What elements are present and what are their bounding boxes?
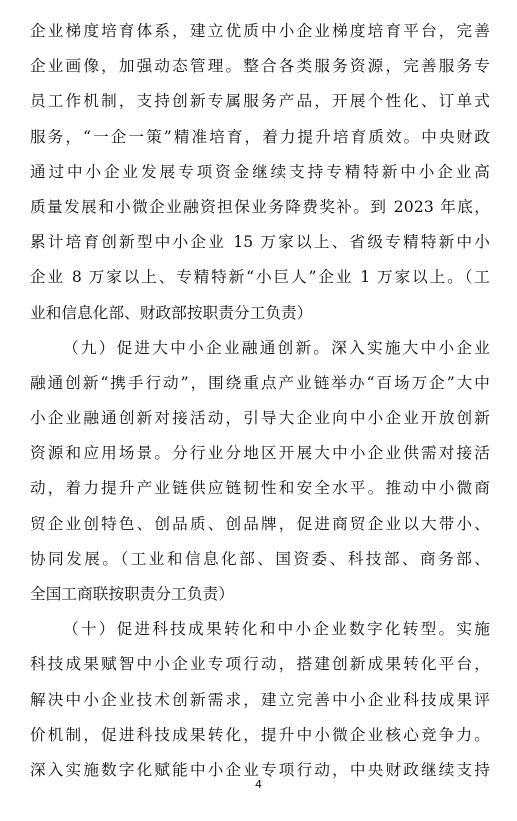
text-line: 服务，“一企一策”精准培育，着力提升培育质效。中央财政 bbox=[30, 127, 490, 146]
text-line: 资源和应用场景。分行业分地区开展大中小企业供需对接活 bbox=[30, 444, 490, 463]
text-line: 融通创新“携手行动”，围绕重点产业链举办“百场万企”大中 bbox=[30, 373, 490, 392]
text-line: 通过中小企业发展专项资金继续支持专精特新中小企业高 bbox=[30, 162, 490, 181]
text-line: 企业 8 万家以上、专精特新“小巨人”企业 1 万家以上。（工 bbox=[30, 268, 490, 287]
text-line: 员工作机制，支持创新专属服务产品，开展个性化、订单式 bbox=[30, 92, 490, 111]
text-line: 深入实施数字化赋能中小企业专项行动，中央财政继续支持 bbox=[30, 760, 490, 779]
text-line: 企业画像，加强动态管理。整合各类服务资源，完善服务专 bbox=[30, 57, 490, 76]
text-line: 质量发展和小微企业融资担保业务降费奖补。到 2023 年底， bbox=[30, 197, 490, 216]
text-line: 小企业融通创新对接活动，引导大企业向中小企业开放创新 bbox=[30, 409, 490, 428]
text-line: 全国工商联按职责分工负责） bbox=[30, 585, 235, 603]
text-line: 协同发展。（工业和信息化部、国资委、科技部、商务部、 bbox=[30, 549, 490, 568]
text-line: 价机制，促进科技成果转化，提升中小微企业核心竞争力。 bbox=[30, 725, 490, 744]
text-line: 科技成果赋智中小企业专项行动，搭建创新成果转化平台， bbox=[30, 655, 490, 674]
page-number: 4 bbox=[255, 778, 262, 791]
text-line: 累计培育创新型中小企业 15 万家以上、省级专精特新中小 bbox=[30, 233, 490, 252]
text-line: 企业梯度培育体系，建立优质中小企业梯度培育平台，完善 bbox=[30, 22, 490, 40]
document-body bbox=[30, 18, 490, 792]
section-heading-line: （九）促进大中小企业融通创新。深入实施大中小企业 bbox=[63, 338, 490, 357]
section-heading-line: （十）促进科技成果转化和中小企业数字化转型。实施 bbox=[63, 620, 490, 639]
text-line: 解决中小企业技术创新需求，建立完善中小企业科技成果评 bbox=[30, 690, 490, 709]
text-line: 业和信息化部、财政部按职责分工负责） bbox=[30, 303, 313, 322]
text-line: 动，着力提升产业链供应链韧性和安全水平。推动中小微商 bbox=[30, 479, 490, 498]
text-line: 贸企业创特色、创品质、创品牌，促进商贸企业以大带小、 bbox=[30, 514, 490, 533]
